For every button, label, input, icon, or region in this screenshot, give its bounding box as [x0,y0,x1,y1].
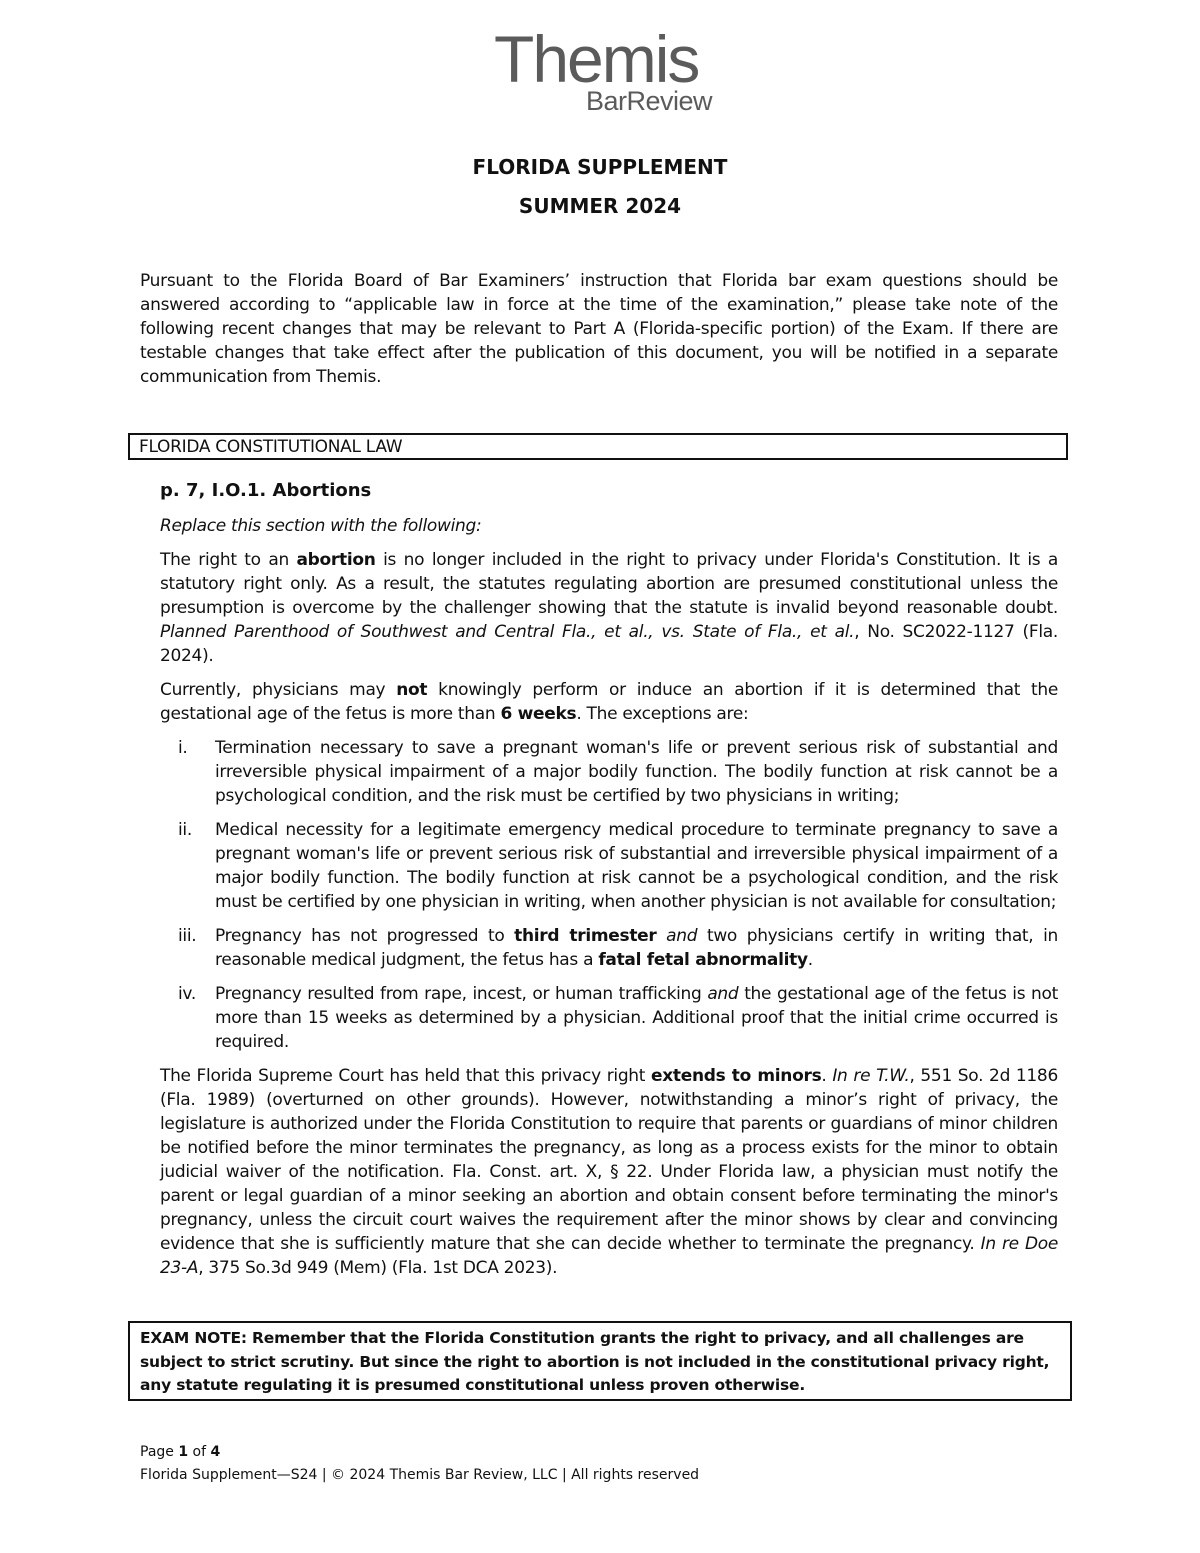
total-pages: 4 [210,1444,221,1460]
text-run: , 551 So. 2d 1186 (Fla. 1989) (overturned on other grounds). However, notwithstanding a minor’s right of privacy, the legislature is authorized under the Florida Constitution to require that parents or guardians of minor children be notified before the minor terminates the pregnancy, as long as a process exists for the minor to obtain judicial waiver of the notification. Fla. Const. art. X, § 22. Under Florida law, a physician must notify the parent or legal guardian of a minor seeking an abortion and obtain consent before terminating the minor's pregnancy, unless the circuit court waives the requirement after the minor shows by clear and convincing evidence that she is sufficiently mature that she can decide whether to terminate the pregnancy. [160,1066,1058,1254]
list-number: iii. [178,926,197,946]
text-run: The right to an [160,550,297,570]
logo-sub-text: BarReview [586,86,713,116]
text-run: the gestational age of the fetus is not more than 15 weeks as determined by a physician. Additional proof that the initial crime occurred is required. [215,984,1058,1052]
text-run: knowingly perform or induce an abortion if it is determined that the gestational age of the fetus is more than [160,680,1059,724]
text-run: is no longer included in the right to privacy under Florida's Constitution. It is a statutory right only. As a result, the statutes regulating abortion are presumed constitutional unless the presumption is overcome by the challenger showing that the statute is invalid beyond reasonable doubt. [160,550,1058,618]
themis-logo [494,22,714,116]
text-run: The Florida Supreme Court has held that this privacy right [160,1066,651,1086]
section-header-box [128,433,1068,460]
logo-main-text: Themis [494,22,699,96]
list-number: iv. [178,984,196,1004]
list-item [160,924,1058,972]
text-run: Pregnancy resulted from rape, incest, or human trafficking [215,984,708,1004]
intro-paragraph: Pursuant to the Florida Board of Bar Examiners’ instruction that Florida bar exam questions should be answered according to “applicable law in force at the time of the examination,” please take note of the following recent changes that may be relevant to Part A (Florida-specific portion) of the Exam. If there are testable changes that take effect after the publication of this document, you will be notified in a separate communication from Themis. [140,271,1058,387]
list-item-text: Termination necessary to save a pregnant woman's life or prevent serious risk of substantial and irreversible physical impairment of a major bodily function. The bodily function at risk cannot be a psychological condition, and the risk must be certified by two physicians in writing; [215,738,1058,806]
bold-term: fatal fetal abnormality [598,950,808,970]
exam-note-text: EXAM NOTE: Remember that the Florida Constitution grants the right to privacy, and all challenges are subject to strict scrutiny. But since the right to abortion is not included in the constitutional privacy right, any statute regulating it is presumed constitutional unless proven otherwise. [140,1329,1050,1394]
text-run: . [821,1066,833,1086]
list-item [160,736,1058,808]
bold-term: abortion [296,550,376,570]
bold-term: extends to minors [651,1066,822,1086]
current-page: 1 [178,1444,189,1460]
text-run: of [188,1444,211,1460]
text-run: Currently, physicians may [160,680,397,700]
replace-instruction: Replace this section with the following: [160,516,482,536]
paragraph-right-to-abortion [160,548,1058,668]
case-citation: In re Doe 23-A [160,1234,1058,1278]
case-citation: Planned Parenthood of Southwest and Central Fla., et al., vs. State of Fla., et al. [160,622,855,642]
section-content [160,478,1058,1290]
page-number [140,1441,699,1464]
text-run: , No. SC2022-1127 (Fla. 2024). [160,622,1058,666]
list-item [160,818,1058,914]
text-run: . [807,950,813,970]
bold-term: third trimester [514,926,657,946]
document-title: FLORIDA SUPPLEMENT [472,155,728,179]
paragraph-current-law [160,678,1058,726]
exceptions-list [160,736,1058,1054]
list-item-text: Medical necessity for a legitimate emergency medical procedure to terminate pregnancy to save a pregnant woman's life or prevent serious risk of substantial and irreversible physical impairment of a major bodily function. The bodily function at risk cannot be a psychological condition, and the risk must be certified by one physician in writing, when another physician is not available for consultation; [215,820,1058,912]
italic-term: and [707,984,739,1004]
exam-note-box [128,1321,1072,1401]
list-item [160,982,1058,1054]
section-header: FLORIDA CONSTITUTIONAL LAW [139,437,403,457]
text-run: Pregnancy has not progressed to [215,926,515,946]
italic-term: and [656,926,698,946]
page-footer [140,1441,699,1487]
section-heading: p. 7, I.O.1. Abortions [160,480,372,501]
bold-term: not [396,680,428,700]
text-run: Page [140,1444,179,1460]
list-number: ii. [178,820,192,840]
case-citation: In re T.W. [832,1066,910,1086]
list-number: i. [178,738,188,758]
paragraph-minors [160,1064,1058,1280]
bold-term: 6 weeks [500,704,577,724]
text-run: two physicians certify in writing that, in reasonable medical judgment, the fetus has a [215,926,1058,970]
copyright-line: Florida Supplement—S24 | © 2024 Themis Bar Review, LLC | All rights reserved [140,1467,700,1483]
text-run: , 375 So.3d 949 (Mem) (Fla. 1st DCA 2023). [198,1258,558,1278]
text-run: . The exceptions are: [576,704,749,724]
document-subtitle: SUMMER 2024 [518,194,682,218]
